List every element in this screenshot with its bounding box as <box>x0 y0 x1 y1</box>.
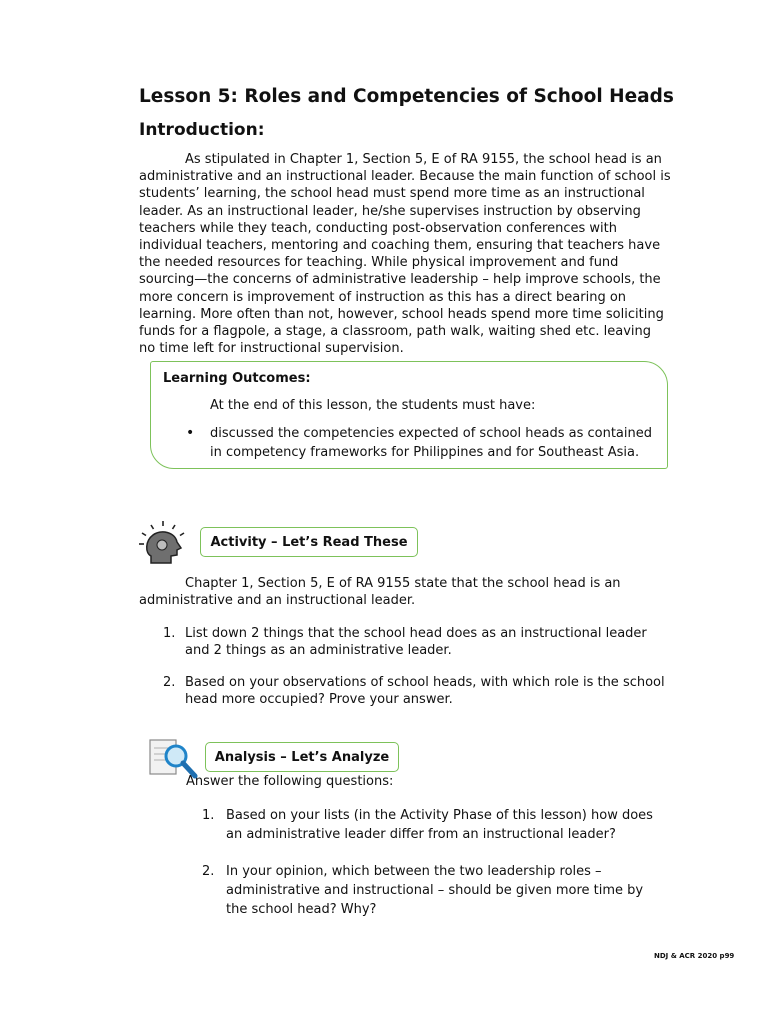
learning-outcomes-heading: Learning Outcomes: <box>163 371 311 386</box>
magnifier-document-icon <box>148 736 200 782</box>
list-text: List down 2 things that the school head does as an instructional leader and 2 things as an administrative leader. <box>185 626 647 659</box>
analysis-label: Analysis – Let’s Analyze <box>205 742 399 772</box>
page-footer: NDJ & ACR 2020 p99 <box>654 952 735 960</box>
head-gears-icon <box>137 519 189 571</box>
learning-outcomes-lead: At the end of this lesson, the students must have: <box>210 398 536 413</box>
introduction-heading: Introduction: <box>139 120 265 140</box>
list-number: 2. <box>202 864 215 879</box>
lesson-title: Lesson 5: Roles and Competencies of School Heads <box>139 86 674 107</box>
analysis-lead: Answer the following questions: <box>186 774 394 789</box>
list-text: In your opinion, which between the two leadership roles – administrative and instructional – should be given more time by the school head? Why? <box>226 864 644 917</box>
introduction-paragraph: As stipulated in Chapter 1, Section 5, E of RA 9155, the school head is an administrative and an instructional leader. Because the main function of school is students’ learning, the school head must spend more time as an instructional leader. As an instructional leader, he/she supervises instruction by observing teachers while they teach, conducting post-observation conferences with individual teachers, mentoring and coaching them, ensuring that teachers have the needed resources for teaching. While physical improvement and fund sourcing—the concerns of administrative leadership – help improve schools, the more concern is improvement of instruction as this has a direct bearing on learning. More often than not, however, school heads spend more time soliciting funds for a flagpole, a stage, a classroom, path walk, waiting shed etc. leaving no time left for instructional supervision. <box>139 152 671 357</box>
list-text: Based on your observations of school heads, with which role is the school head more occupied? Prove your answer. <box>185 675 665 708</box>
activity-paragraph: Chapter 1, Section 5, E of RA 9155 state that the school head is an administrative and an instructional leader. <box>139 576 621 609</box>
list-text: Based on your lists (in the Activity Phase of this lesson) how does an administrative leader differ from an instructional leader? <box>226 808 653 842</box>
bullet-icon: • <box>186 425 195 441</box>
list-number: 1. <box>202 808 215 823</box>
activity-label: Activity – Let’s Read These <box>200 527 418 557</box>
learning-outcome-item: discussed the competencies expected of school heads as contained in competency frameworks for Philippines and for Southeast Asia. <box>210 426 652 460</box>
list-number: 2. <box>163 675 176 690</box>
list-number: 1. <box>163 626 176 641</box>
